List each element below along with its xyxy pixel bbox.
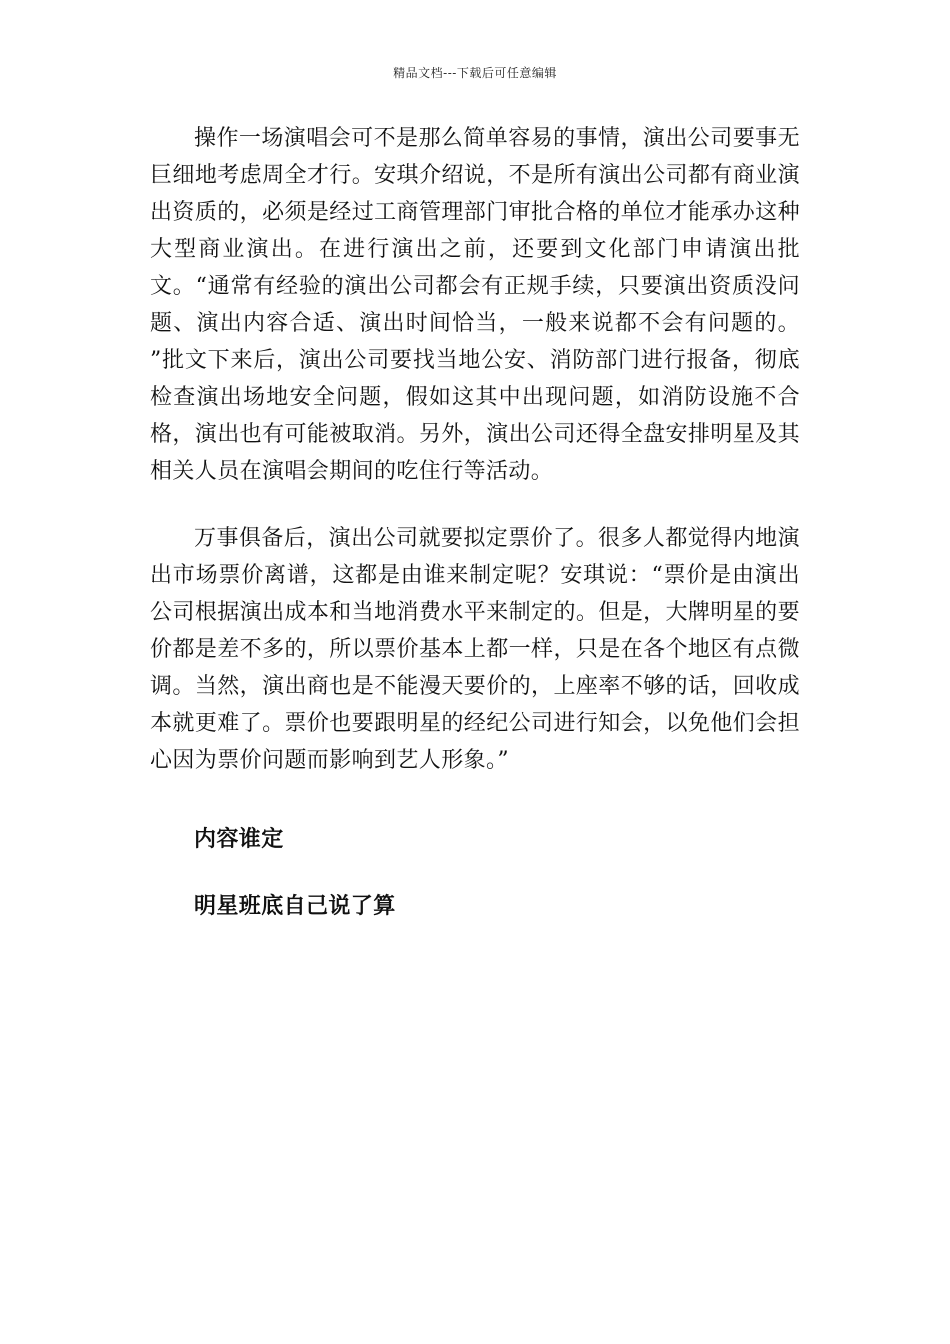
document-body (150, 120, 800, 925)
paragraph-concert-operations: 操作一场演唱会可不是那么简单容易的事情，演出公司要事无巨细地考虑周全才行。安琪介绍说，不是所有演出公司都有商业演出资质的，必须是经过工商管理部门审批合格的单位才能承办这种大型商业演出。在进行演出之前，还要到文化部门申请演出批文。“通常有经验的演出公司都会有正规手续，只要演出资质没问题、演出内容合适、演出时间恰当，一般来说都不会有问题的。 ”批文下来后，演出公司要找当地公安、消防部门进行报备，彻底检查演出场地安全问题，假如这其中出现问题，如消防设施不合格，演出也有可能被取消。另外，演出公司还得全盘安排明星及其相关人员在演唱会期间的吃住行等活动。 (150, 126, 800, 484)
page-header: 精品文档---下载后可任意编辑 (393, 66, 557, 80)
section-heading-star-team: 明星班底自己说了算 (194, 893, 396, 919)
paragraph-ticket-pricing: 万事俱备后，演出公司就要拟定票价了。很多人都觉得内地演出市场票价离谱，这都是由谁来制定呢？安琪说：“票价是由演出公司根据演出成本和当地消费水平来制定的。但是，大牌明星的要价都是差不多的，所以票价基本上都一样，只是在各个地区有点微调。当然，演出商也是不能漫天要价的，上座率不够的话，回收成本就更难了。票价也要跟明星的经纪公司进行知会，以免他们会担心因为票价问题而影响到艺人形象。” (150, 526, 800, 773)
section-heading-content: 内容谁定 (194, 826, 284, 852)
